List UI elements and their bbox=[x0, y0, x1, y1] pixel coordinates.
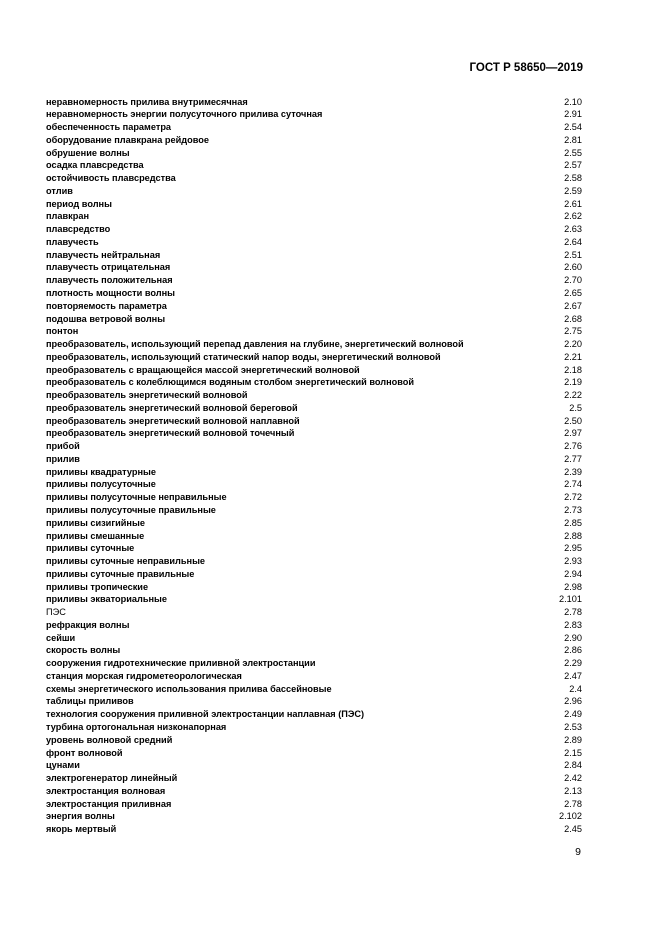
index-term: повторяемость параметра bbox=[46, 300, 167, 311]
index-term: ПЭС bbox=[46, 607, 66, 618]
index-reference: 2.81 bbox=[564, 134, 582, 145]
index-reference: 2.50 bbox=[564, 415, 582, 426]
index-reference: 2.73 bbox=[564, 505, 582, 515]
index-reference: 2.19 bbox=[564, 377, 582, 388]
index-entry bbox=[46, 759, 582, 772]
index-term: отлив bbox=[46, 185, 73, 196]
index-term: плавучесть bbox=[46, 236, 99, 247]
index-reference: 2.75 bbox=[564, 326, 582, 337]
index-term: преобразователь энергетический волновой наплавной bbox=[46, 415, 300, 426]
index-entry bbox=[46, 338, 582, 351]
index-term: приливы квадратурные bbox=[46, 466, 156, 477]
index-entry bbox=[46, 185, 582, 198]
index-entry bbox=[46, 670, 582, 683]
index-reference: 2.97 bbox=[564, 428, 582, 439]
index-entry bbox=[46, 644, 582, 657]
index-term: приливы полусуточные правильные bbox=[46, 505, 216, 515]
index-reference: 2.95 bbox=[564, 543, 582, 554]
index-term: преобразователь, использующий перепад давления на глубине, энергетический волновой bbox=[46, 339, 464, 350]
index-reference: 2.74 bbox=[564, 479, 582, 490]
index-entry bbox=[46, 147, 582, 160]
index-entry bbox=[46, 108, 582, 121]
index-entry bbox=[46, 287, 582, 300]
index-reference: 2.102 bbox=[559, 811, 582, 822]
index-entry bbox=[46, 210, 582, 223]
index-term: энергия волны bbox=[46, 811, 115, 822]
index-entry bbox=[46, 708, 582, 721]
index-entry bbox=[46, 453, 582, 466]
index-term: обеспеченность параметра bbox=[46, 122, 172, 133]
index-term: преобразователь энергетический волновой береговой bbox=[46, 402, 298, 413]
index-term: плотность мощности волны bbox=[46, 287, 176, 298]
index-term: приливы суточные bbox=[46, 543, 135, 554]
index-term: таблицы приливов bbox=[46, 696, 134, 707]
index-entry bbox=[46, 427, 582, 440]
index-term: приливы полусуточные неправильные bbox=[46, 492, 227, 503]
index-reference: 2.57 bbox=[564, 160, 582, 171]
index-entry bbox=[46, 159, 582, 172]
index-reference: 2.90 bbox=[564, 632, 582, 643]
index-reference: 2.59 bbox=[564, 185, 582, 196]
index-term: остойчивость плавсредства bbox=[46, 173, 176, 184]
index-reference: 2.89 bbox=[564, 734, 582, 745]
index-entry bbox=[46, 593, 582, 606]
index-term: турбина ортогональная низконапорная bbox=[46, 722, 227, 733]
index-reference: 2.84 bbox=[564, 760, 582, 771]
index-reference: 2.18 bbox=[564, 364, 582, 375]
index-entry bbox=[46, 466, 582, 479]
index-term: преобразователь энергетический волновой точечный bbox=[46, 428, 295, 439]
index-entry bbox=[46, 415, 582, 428]
index-term: приливы полусуточные bbox=[46, 479, 156, 490]
index-entry bbox=[46, 810, 582, 823]
index-term: плавучесть положительная bbox=[46, 275, 173, 286]
index-term: фронт волновой bbox=[46, 747, 123, 758]
index-entry bbox=[46, 619, 582, 632]
index-entry bbox=[46, 364, 582, 377]
index-term: якорь мертвый bbox=[46, 824, 117, 835]
document-standard-header: ГОСТ Р 58650—2019 bbox=[469, 62, 583, 74]
index-reference: 2.10 bbox=[564, 96, 582, 107]
index-reference: 2.45 bbox=[564, 824, 582, 835]
index-term: плавучесть нейтральная bbox=[46, 249, 161, 260]
index-reference: 2.55 bbox=[564, 147, 582, 158]
index-entry bbox=[46, 134, 582, 147]
index-term: электрогенератор линейный bbox=[46, 773, 178, 784]
index-entry bbox=[46, 491, 582, 504]
index-reference: 2.42 bbox=[564, 773, 582, 784]
index-reference: 2.91 bbox=[564, 109, 582, 120]
index-entry bbox=[46, 568, 582, 581]
index-term: преобразователь, использующий статический напор воды, энергетический волновой bbox=[46, 351, 441, 362]
index-reference: 2.51 bbox=[564, 249, 582, 260]
index-reference: 2.5 bbox=[569, 402, 582, 413]
index-reference: 2.78 bbox=[564, 798, 582, 809]
index-entry bbox=[46, 517, 582, 530]
index-reference: 2.77 bbox=[564, 453, 582, 464]
index-term: прибой bbox=[46, 441, 80, 452]
index-reference: 2.13 bbox=[564, 785, 582, 796]
index-entry bbox=[46, 798, 582, 811]
index-term: электростанция волновая bbox=[46, 785, 166, 796]
index-entry bbox=[46, 261, 582, 274]
index-term: неравномерность энергии полусуточного прилива суточная bbox=[46, 109, 323, 120]
index-reference: 2.68 bbox=[564, 313, 582, 324]
index-entry bbox=[46, 734, 582, 747]
index-entry bbox=[46, 542, 582, 555]
index-term: преобразователь с колеблющимся водяным столбом энергетический волновой bbox=[46, 377, 415, 388]
index-reference: 2.60 bbox=[564, 262, 582, 273]
index-reference: 2.101 bbox=[559, 594, 582, 605]
index-term: оборудование плавкрана рейдовое bbox=[46, 134, 209, 145]
index-term: приливы тропические bbox=[46, 581, 149, 592]
index-entry bbox=[46, 96, 582, 109]
index-entry bbox=[46, 236, 582, 249]
index-entry bbox=[46, 325, 582, 338]
index-reference: 2.85 bbox=[564, 517, 582, 528]
index-term: цунами bbox=[46, 760, 80, 771]
index-entry bbox=[46, 402, 582, 415]
index-reference: 2.62 bbox=[564, 211, 582, 222]
index-reference: 2.98 bbox=[564, 581, 582, 592]
index-term: прилив bbox=[46, 453, 80, 464]
index-term: плавсредство bbox=[46, 224, 111, 235]
index-reference: 2.83 bbox=[564, 619, 582, 630]
index-reference: 2.20 bbox=[564, 339, 582, 350]
index-entry bbox=[46, 249, 582, 262]
index-reference: 2.70 bbox=[564, 275, 582, 286]
term-index-list bbox=[46, 96, 582, 836]
index-entry bbox=[46, 121, 582, 134]
index-reference: 2.63 bbox=[564, 224, 582, 235]
index-term: преобразователь энергетический волновой bbox=[46, 390, 248, 401]
index-term: уровень волновой средний bbox=[46, 734, 173, 745]
index-entry bbox=[46, 440, 582, 453]
index-entry bbox=[46, 721, 582, 734]
index-entry bbox=[46, 785, 582, 798]
index-reference: 2.4 bbox=[569, 683, 582, 694]
index-entry bbox=[46, 606, 582, 619]
index-reference: 2.65 bbox=[564, 287, 582, 298]
index-reference: 2.15 bbox=[564, 747, 582, 758]
index-reference: 2.61 bbox=[564, 198, 582, 209]
index-entry bbox=[46, 198, 582, 211]
index-term: приливы сизигийные bbox=[46, 517, 145, 528]
index-entry bbox=[46, 172, 582, 185]
index-entry bbox=[46, 530, 582, 543]
index-term: станция морская гидрометеорологическая bbox=[46, 670, 242, 681]
index-term: технология сооружения приливной электростанции наплавная (ПЭС) bbox=[46, 709, 365, 720]
index-entry bbox=[46, 274, 582, 287]
index-entry bbox=[46, 389, 582, 402]
index-reference: 2.22 bbox=[564, 390, 582, 401]
index-reference: 2.39 bbox=[564, 466, 582, 477]
index-entry bbox=[46, 632, 582, 645]
index-reference: 2.64 bbox=[564, 236, 582, 247]
index-reference: 2.94 bbox=[564, 568, 582, 579]
index-reference: 2.58 bbox=[564, 173, 582, 184]
index-term: осадка плавсредства bbox=[46, 160, 144, 171]
index-term: приливы суточные неправильные bbox=[46, 556, 206, 567]
index-term: сооружения гидротехнические приливной электростанции bbox=[46, 658, 316, 669]
index-reference: 2.67 bbox=[564, 300, 582, 311]
index-term: подошва ветровой волны bbox=[46, 313, 166, 324]
index-entry bbox=[46, 657, 582, 670]
index-term: приливы смешанные bbox=[46, 530, 145, 541]
index-term: рефракция волны bbox=[46, 619, 130, 630]
index-entry bbox=[46, 300, 582, 313]
index-reference: 2.21 bbox=[564, 351, 582, 362]
index-entry bbox=[46, 478, 582, 491]
index-reference: 2.76 bbox=[564, 441, 582, 452]
index-reference: 2.49 bbox=[564, 709, 582, 720]
index-entry bbox=[46, 504, 582, 517]
index-reference: 2.93 bbox=[564, 556, 582, 567]
page-number: 9 bbox=[575, 846, 581, 858]
index-term: скорость волны bbox=[46, 645, 121, 656]
index-term: плавкран bbox=[46, 211, 90, 222]
index-reference: 2.86 bbox=[564, 645, 582, 656]
index-reference: 2.54 bbox=[564, 122, 582, 133]
index-entry bbox=[46, 747, 582, 760]
index-reference: 2.47 bbox=[564, 670, 582, 681]
index-reference: 2.72 bbox=[564, 492, 582, 503]
index-entry bbox=[46, 223, 582, 236]
index-term: схемы энергетического использования прилива бассейновые bbox=[46, 683, 332, 694]
index-entry bbox=[46, 695, 582, 708]
index-term: обрушение волны bbox=[46, 147, 130, 158]
index-entry bbox=[46, 581, 582, 594]
index-entry bbox=[46, 772, 582, 785]
index-term: неравномерность прилива внутримесячная bbox=[46, 96, 248, 107]
index-reference: 2.88 bbox=[564, 530, 582, 541]
index-reference: 2.53 bbox=[564, 722, 582, 733]
index-term: приливы экваториальные bbox=[46, 594, 167, 605]
index-entry bbox=[46, 683, 582, 696]
index-entry bbox=[46, 351, 582, 364]
index-reference: 2.29 bbox=[564, 658, 582, 669]
index-term: сейши bbox=[46, 632, 76, 643]
index-reference: 2.96 bbox=[564, 696, 582, 707]
index-entry bbox=[46, 823, 582, 836]
index-entry bbox=[46, 555, 582, 568]
index-term: понтон bbox=[46, 326, 79, 337]
index-entry bbox=[46, 376, 582, 389]
index-term: электростанция приливная bbox=[46, 798, 172, 809]
index-term: преобразователь с вращающейся массой энергетический волновой bbox=[46, 364, 360, 375]
index-term: плавучесть отрицательная bbox=[46, 262, 171, 273]
index-term: период волны bbox=[46, 198, 112, 209]
index-reference: 2.78 bbox=[564, 607, 582, 618]
index-term: приливы суточные правильные bbox=[46, 568, 195, 579]
index-entry bbox=[46, 313, 582, 326]
